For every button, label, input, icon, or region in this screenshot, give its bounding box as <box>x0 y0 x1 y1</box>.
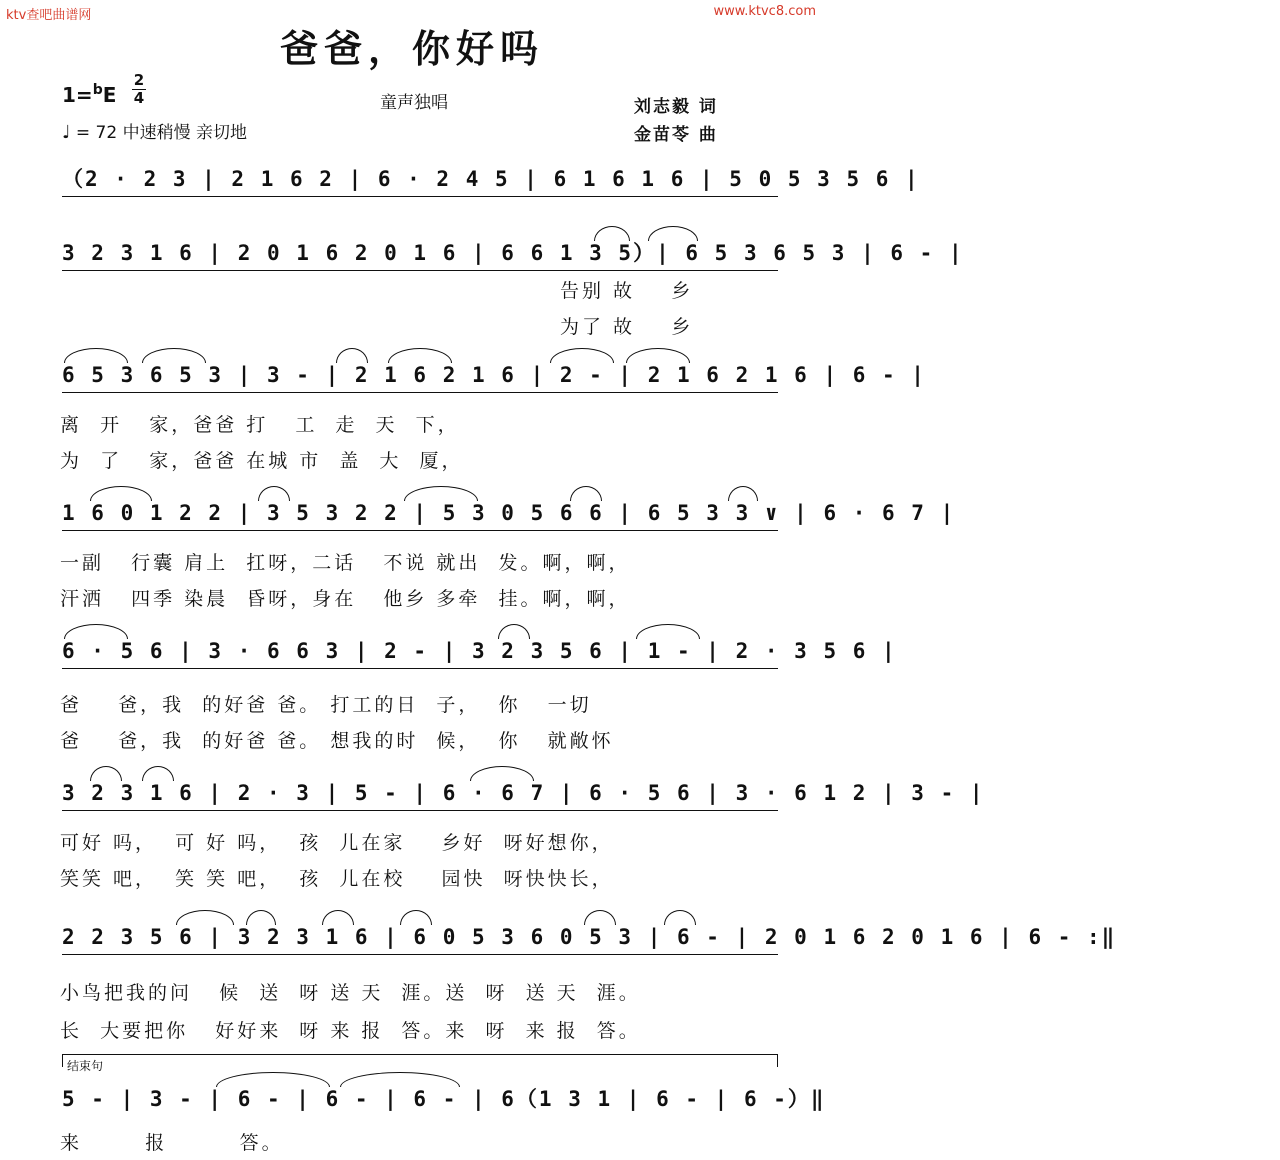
watermark-left: ktv查吧曲谱网 <box>6 8 92 23</box>
tempo-marking <box>62 118 247 143</box>
slur-mark <box>470 766 534 781</box>
slur-mark <box>322 910 354 925</box>
slur-mark <box>728 486 758 501</box>
key-prefix: 1= <box>62 83 93 107</box>
meter-top: 2 <box>133 71 145 89</box>
slur-mark <box>64 624 128 639</box>
watermark-right: www.ktvc8.com <box>713 4 816 19</box>
underline-beam <box>62 668 778 669</box>
notation-line: 3 2 3 1 6 | 2 0 1 6 2 0 1 6 | 6 6 1 3 5）| 6 5 3 6 5 3 | 6 - | <box>62 241 964 265</box>
slur-mark <box>664 910 696 925</box>
score-row-1 <box>0 152 920 212</box>
slur-mark <box>142 766 174 781</box>
tie-mark <box>340 1072 460 1087</box>
slur-mark <box>404 486 478 501</box>
lyricist-credit: 刘志毅 词 <box>634 97 718 117</box>
underline-beam <box>62 810 778 811</box>
notation-line: 3 2 3 1 6 | 2 · 3 | 5 - | 6 · 6 7 | 6 · 5 6 | 3 · 6 1 2 | 3 - | <box>62 781 985 805</box>
coda-label: 结束句 <box>67 1059 104 1073</box>
coda-box <box>62 1054 778 1073</box>
song-title: 爸爸，你好吗 <box>279 27 544 71</box>
slur-mark <box>570 486 602 501</box>
score-row-6 <box>0 766 985 826</box>
tie-mark <box>216 1072 330 1087</box>
slur-mark <box>400 910 432 925</box>
slur-mark <box>550 348 614 363</box>
score-row-coda <box>0 1072 824 1132</box>
slur-mark <box>498 624 530 639</box>
lyric-line: 一副 行囊 肩上 扛呀，二话 不说 就出 发。啊，啊， <box>60 552 631 574</box>
score-row-3 <box>0 348 926 408</box>
lyric-line: 为 了 家，爸爸 在城 市 盖 大 厦， <box>60 450 464 472</box>
slur-mark <box>594 226 630 241</box>
composer-credit: 金苗苓 曲 <box>634 125 718 145</box>
time-signature <box>132 72 146 107</box>
meter-bottom: 4 <box>133 89 145 107</box>
notation-line: 2 2 3 5 6 | 3 2 3 1 6 | 6 0 5 3 6 0 5 3 | 6 - | 2 0 1 6 2 0 1 6 | 6 - :‖ <box>62 925 1117 949</box>
slur-mark <box>142 348 206 363</box>
slur-mark <box>258 486 290 501</box>
tempo-text: = 72 中速稍慢 亲切地 <box>75 123 247 143</box>
notation-line: 5 - | 3 - | 6 - | 6 - | 6 - | 6（1 3 1 | 6 - | 6 -）‖ <box>62 1087 826 1111</box>
underline-beam <box>62 530 778 531</box>
underline-beam <box>62 392 778 393</box>
slur-mark <box>90 766 122 781</box>
slur-mark <box>636 624 700 639</box>
slur-mark <box>584 910 616 925</box>
underline-beam <box>62 196 778 197</box>
slur-mark <box>90 486 152 501</box>
underline-beam <box>62 270 778 271</box>
notation-line: 1 6 0 1 2 2 | 3 5 3 2 2 | 5 3 0 5 6 6 | 6 5 3 3 ∨ | 6 · 6 7 | <box>62 501 956 525</box>
quarter-note-icon: ♩ <box>62 122 71 143</box>
slur-mark <box>336 348 368 363</box>
slur-mark <box>626 348 690 363</box>
lyric-line: 爸 爸，我 的好爸 爸。 打工的日 子， 你 一切 <box>60 694 592 716</box>
key-note: E <box>102 83 117 107</box>
lyric-line: 长 大要把你 好好来 呀 来 报 答。来 呀 来 报 答。 <box>60 1020 641 1042</box>
key-signature <box>62 82 116 107</box>
slur-mark <box>388 348 452 363</box>
score-row-7 <box>0 910 1117 970</box>
notation-line: 6 5 3 6 5 3 | 3 - | 2 1 6 2 1 6 | 2 - | 2 1 6 2 1 6 | 6 - | <box>62 363 926 387</box>
flat-sign: b <box>92 82 103 98</box>
slur-mark <box>246 910 276 925</box>
lyric-line: 汗洒 四季 染晨 昏呀，身在 他乡 多牵 挂。啊，啊， <box>60 588 631 610</box>
lyric-line: 告别 故 乡 <box>560 280 694 302</box>
notation-line: （2 · 2 3 | 2 1 6 2 | 6 · 2 4 5 | 6 1 6 1 6 | 5 0 5 3 5 6 | <box>62 167 920 191</box>
slur-mark <box>64 348 128 363</box>
lyric-line: 来 报 答。 <box>60 1132 284 1154</box>
underline-beam <box>62 954 778 955</box>
slur-mark <box>648 226 698 241</box>
lyric-line: 为了 故 乡 <box>560 316 694 338</box>
performance-type: 童声独唱 <box>380 93 448 113</box>
score-row-5 <box>0 624 897 684</box>
lyric-line: 笑笑 吧， 笑 笑 吧， 孩 儿在校 园快 呀快快长， <box>60 868 614 890</box>
lyric-line: 爸 爸，我 的好爸 爸。 想我的时 候， 你 就敞怀 <box>60 730 614 752</box>
lyric-line: 离 开 家，爸爸 打 工 走 天 下， <box>60 414 460 436</box>
notation-line: 6 · 5 6 | 3 · 6 6 3 | 2 - | 3 2 3 5 6 | 1 - | 2 · 3 5 6 | <box>62 639 897 663</box>
score-row-4 <box>0 486 956 546</box>
lyric-line: 小鸟把我的问 候 送 呀 送 天 涯。送 呀 送 天 涯。 <box>60 982 641 1004</box>
lyric-line: 可好 吗， 可 好 吗， 孩 儿在家 乡好 呀好想你， <box>60 832 614 854</box>
slur-mark <box>176 910 234 925</box>
